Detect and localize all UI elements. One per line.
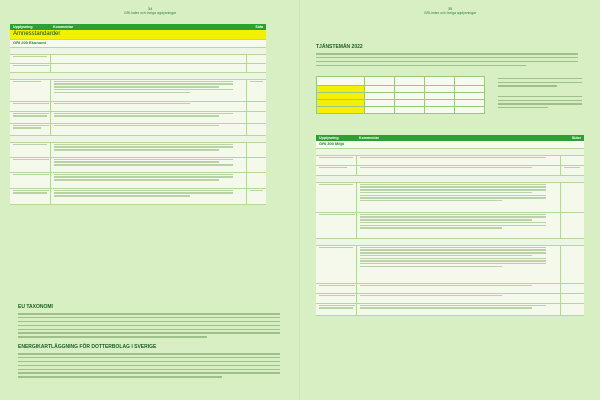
staff-cell: [395, 93, 425, 100]
row-page-cell: [246, 188, 266, 204]
right-page-number: 35: [447, 6, 453, 11]
table-row: [10, 123, 266, 135]
row-comment-cell: [356, 212, 560, 238]
staff-cell: [365, 107, 395, 114]
staff-cell: [425, 93, 455, 100]
row-page-cell: [246, 63, 266, 72]
gri-subsection-title: [316, 238, 584, 245]
column-header: Kommentar: [356, 135, 560, 141]
staff-row-label: [317, 93, 365, 100]
table-row: [10, 172, 266, 188]
row-page-cell: [246, 172, 266, 188]
staff-header-cell: [395, 77, 425, 86]
staff-cell: [395, 86, 425, 93]
staff-cell: [455, 107, 485, 114]
staff-cell: [455, 86, 485, 93]
row-page-cell: [246, 54, 266, 63]
staff-table: [316, 76, 485, 114]
row-comment-cell: [50, 79, 246, 101]
table-row: [316, 303, 584, 315]
staff-cell: [365, 93, 395, 100]
gri-subsection-row: [10, 72, 266, 79]
staff-header-cell: [365, 77, 395, 86]
row-label-cell: [10, 79, 50, 101]
column-header: Sidor: [560, 135, 584, 141]
gri-subsection-row: [316, 175, 584, 182]
table-row: [10, 63, 266, 72]
row-page-cell: [560, 165, 584, 175]
staff-cell: [425, 86, 455, 93]
row-label-cell: [316, 293, 356, 303]
row-comment-cell: [50, 157, 246, 172]
row-label-cell: [316, 182, 356, 212]
gri-subsection-title: [316, 148, 584, 155]
section-title: ENERGIKARTLÄGGNING FÖR DOTTERBOLAG I SVERIGE: [18, 344, 157, 350]
staff-row: [317, 100, 485, 107]
gri-section-title: GRI 200 Ekonomi: [10, 40, 266, 48]
row-comment-cell: [50, 142, 246, 157]
row-label-cell: [316, 165, 356, 175]
table-row: [316, 182, 584, 212]
row-comment-cell: [50, 123, 246, 135]
staff-section-title: TJÄNSTEMÄN 2022: [316, 44, 363, 50]
row-comment-cell: [356, 303, 560, 315]
right-page-header-title: GRI-index och övriga upplysningar: [423, 11, 477, 15]
row-page-cell: [560, 293, 584, 303]
row-comment-cell: [50, 63, 246, 72]
staff-cell: [455, 93, 485, 100]
right-page-header: [300, 6, 600, 16]
table-row: [316, 293, 584, 303]
row-label-cell: [10, 157, 50, 172]
row-label-cell: [316, 155, 356, 165]
column-header: Kommentar: [50, 24, 246, 30]
table-row: [10, 142, 266, 157]
row-page-cell: [560, 212, 584, 238]
row-label-cell: [10, 142, 50, 157]
gri-subsection-title: [10, 135, 266, 142]
gri-subsection-row: [316, 238, 584, 245]
staff-row: [317, 93, 485, 100]
gri-subsection-title: [10, 47, 266, 54]
section-body: [18, 353, 280, 380]
row-label-cell: [316, 212, 356, 238]
row-page-cell: [560, 155, 584, 165]
table-row: [10, 54, 266, 63]
left-page-number: 34: [147, 6, 153, 11]
row-comment-cell: [356, 293, 560, 303]
section-body: [18, 313, 280, 340]
staff-cell: [395, 100, 425, 107]
row-label-cell: [10, 123, 50, 135]
row-page-cell: [560, 283, 584, 293]
gri-section-title: GRI 300 Miljö: [316, 141, 584, 148]
row-label-cell: [10, 188, 50, 204]
gri-subsection-title: [316, 175, 584, 182]
column-header: Sida: [246, 24, 266, 30]
table-row: [316, 165, 584, 175]
row-page-cell: [246, 142, 266, 157]
row-label-cell: [10, 111, 50, 123]
gri-subsection-row: [316, 148, 584, 155]
staff-row-label: [317, 107, 365, 114]
row-comment-cell: [50, 188, 246, 204]
staff-header-cell: [425, 77, 455, 86]
table-row: [316, 245, 584, 283]
table-row: [10, 79, 266, 101]
gri-section-row: [316, 141, 584, 148]
gri-section-row: [10, 40, 266, 48]
row-label-cell: [10, 63, 50, 72]
row-label-cell: [316, 303, 356, 315]
row-page-cell: [246, 157, 266, 172]
staff-cell: [365, 86, 395, 93]
row-page-cell: [246, 111, 266, 123]
right-page: [300, 0, 600, 400]
row-page-cell: [560, 182, 584, 212]
table-row: [316, 155, 584, 165]
left-gri-table: [10, 24, 266, 205]
row-comment-cell: [356, 165, 560, 175]
staff-header-cell: [317, 77, 365, 86]
row-label-cell: [10, 101, 50, 111]
row-label-cell: [316, 283, 356, 293]
standard-title: Ämnesstandarder: [10, 30, 266, 40]
gri-subsection-row: [10, 47, 266, 54]
row-label-cell: [316, 245, 356, 283]
standard-title-row: [10, 30, 266, 40]
row-comment-cell: [356, 245, 560, 283]
staff-row: [317, 107, 485, 114]
row-page-cell: [246, 79, 266, 101]
left-page-header: [0, 6, 300, 16]
right-gri-table: [316, 135, 584, 316]
row-comment-cell: [50, 101, 246, 111]
row-comment-cell: [356, 283, 560, 293]
row-label-cell: [10, 172, 50, 188]
staff-cell: [425, 107, 455, 114]
staff-row: [317, 86, 485, 93]
gri-subsection-row: [10, 135, 266, 142]
staff-cell: [365, 100, 395, 107]
row-comment-cell: [50, 54, 246, 63]
left-page-header-title: GRI-index och övriga upplysningar: [123, 11, 177, 15]
table-row: [10, 188, 266, 204]
staff-section-body: [316, 53, 578, 69]
staff-cell: [395, 107, 425, 114]
section-title: EU TAXONOMI: [18, 304, 53, 310]
staff-header-row: [317, 77, 485, 86]
row-label-cell: [10, 54, 50, 63]
row-page-cell: [246, 123, 266, 135]
row-page-cell: [246, 101, 266, 111]
staff-cell: [455, 100, 485, 107]
staff-cell: [425, 100, 455, 107]
row-comment-cell: [356, 155, 560, 165]
row-comment-cell: [50, 172, 246, 188]
row-page-cell: [560, 303, 584, 315]
staff-row-label: [317, 100, 365, 107]
row-comment-cell: [50, 111, 246, 123]
table-row: [10, 157, 266, 172]
table-row: [10, 111, 266, 123]
staff-footnote: [498, 78, 582, 89]
table-row: [316, 283, 584, 293]
table-row: [316, 212, 584, 238]
column-header: Upplysning: [316, 135, 356, 141]
table-row: [10, 101, 266, 111]
row-page-cell: [560, 245, 584, 283]
staff-header-cell: [455, 77, 485, 86]
row-comment-cell: [356, 182, 560, 212]
gri-subsection-title: [10, 72, 266, 79]
column-header: Upplysning: [10, 24, 50, 30]
staff-row-label: [317, 86, 365, 93]
staff-footnote: [498, 96, 582, 110]
